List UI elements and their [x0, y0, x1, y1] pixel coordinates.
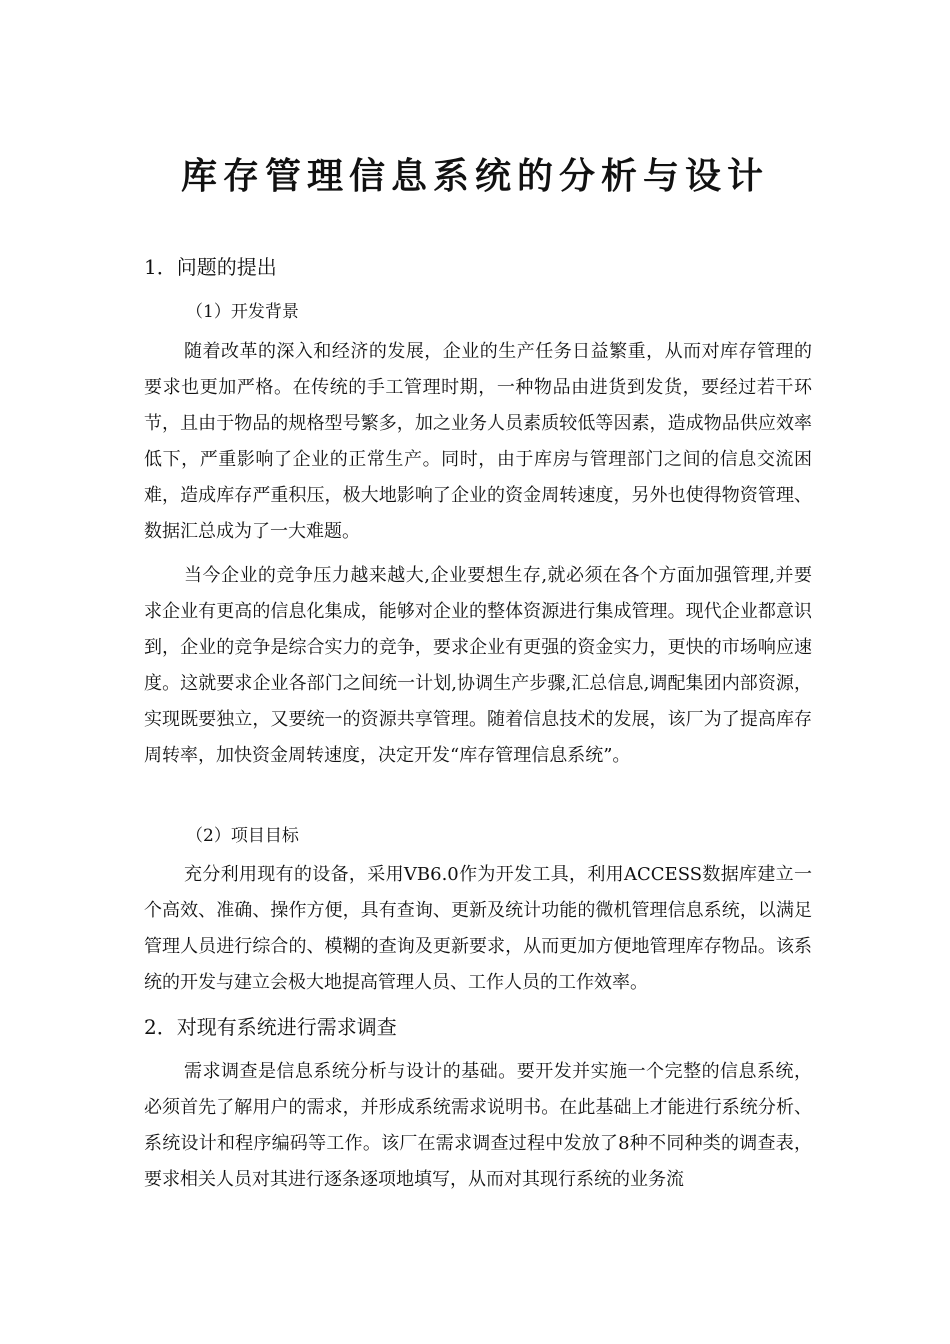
paragraph-requirements: 需求调查是信息系统分析与设计的基础。要开发并实施一个完整的信息系统，必须首先了解用户的需求，并形成系统需求说明书。在此基础上才能进行系统分析、系统设计和程序编码等工作。该厂在需求调查过程中发放了8种不同种类的调查表，要求相关人员对其进行逐条逐项地填写，从而对其现行系统的业务流 — [144, 1061, 812, 1190]
paragraph-background-1: 随着改革的深入和经济的发展，企业的生产任务日益繁重，从而对库存管理的要求也更加严格。在传统的手工管理时期，一种物品由进货到发货，要经过若干环节，且由于物品的规格型号繁多，加之业务人员素质较低等因素，造成物品供应效率低下，严重影响了企业的正常生产。同时，由于库房与管理部门之间的信息交流困难，造成库存严重积压，极大地影响了企业的资金周转速度，另外也使得物资管理、数据汇总成为了一大难题。 — [144, 341, 812, 542]
section-heading-problem: 1．问题的提出 — [144, 255, 277, 279]
section-heading-requirements: 2．对现有系统进行需求调查 — [144, 1015, 397, 1039]
document-title: 库存管理信息系统的分析与设计 — [180, 155, 769, 197]
subsection-heading-goal: （2）项目目标 — [186, 826, 299, 846]
paragraph-goal: 充分利用现有的设备，采用VB6.0作为开发工具，利用ACCESS数据库建立一个高效、准确、操作方便，具有查询、更新及统计功能的微机管理信息系统，以满足管理人员进行综合的、模糊的查询及更新要求，从而更加方便地管理库存物品。该系统的开发与建立会极大地提高管理人员、工作人员的工作效率。 — [144, 864, 812, 993]
subsection-heading-background: （1）开发背景 — [186, 302, 299, 322]
paragraph-background-2: 当今企业的竞争压力越来越大,企业要想生存,就必须在各个方面加强管理,并要求企业有更高的信息化集成，能够对企业的整体资源进行集成管理。现代企业都意识到，企业的竞争是综合实力的竞争，要求企业有更强的资金实力，更快的市场响应速度。这就要求企业各部门之间统一计划,协调生产步骤,汇总信息,调配集团内部资源，实现既要独立，又要统一的资源共享管理。随着信息技术的发展，该厂为了提高库存周转率，加快资金周转速度，决定开发“库存管理信息系统”。 — [144, 565, 812, 766]
